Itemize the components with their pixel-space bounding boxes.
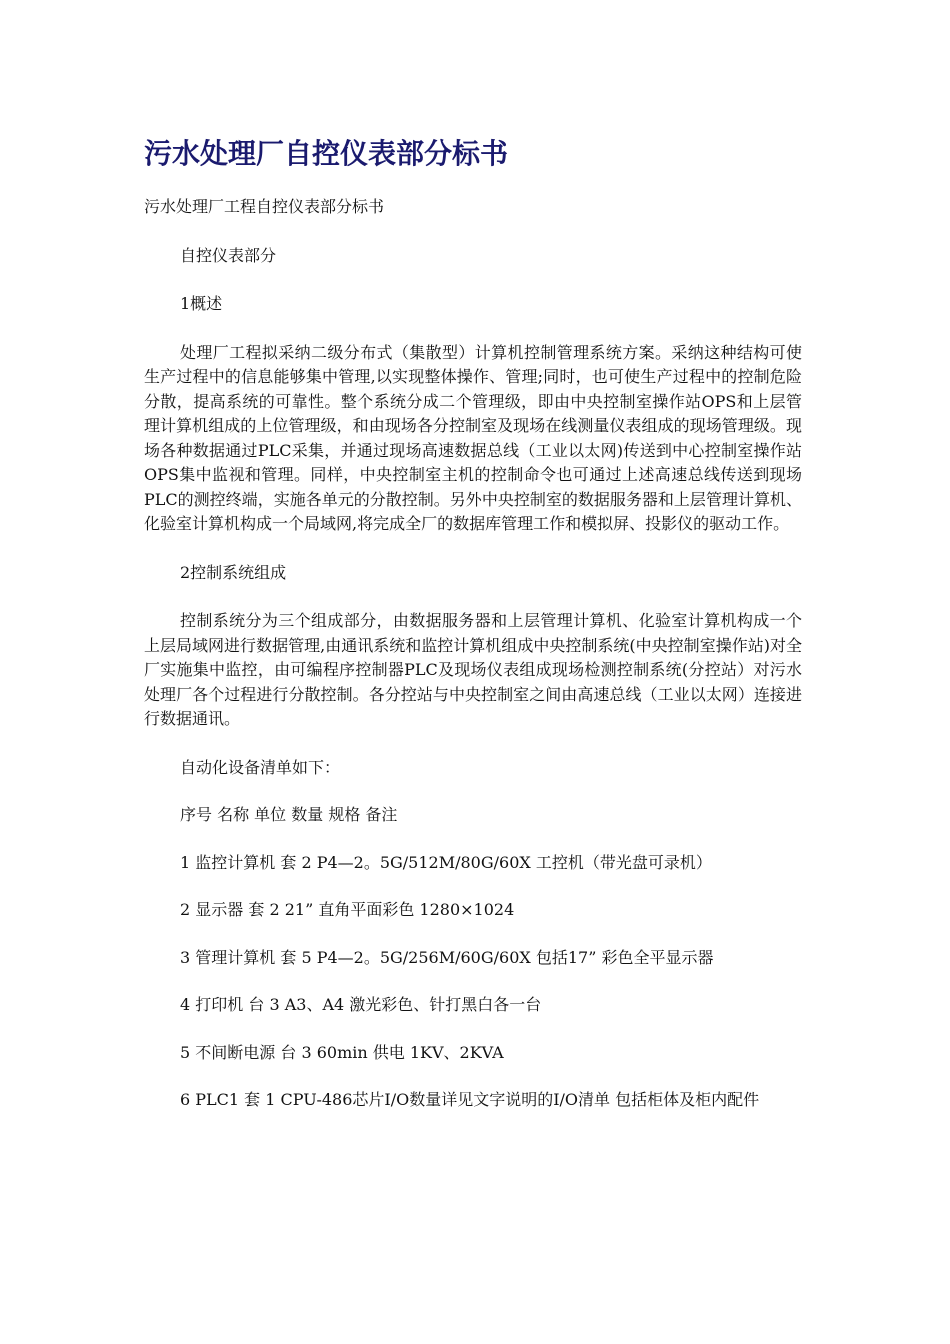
section-heading: 自控仪表部分: [180, 245, 277, 265]
equipment-list-intro: 自动化设备清单如下：: [180, 757, 341, 777]
section2-heading: 2控制系统组成: [180, 562, 287, 582]
section1-heading: 1概述: [180, 294, 223, 313]
equipment-row: 4 打印机 台 3 A3、A4 激光彩色、针打黑白各一台: [180, 995, 542, 1014]
equipment-row: 2 显示器 套 2 21” 直角平面彩色 1280×1024: [180, 900, 515, 919]
document-title: 污水处理厂自控仪表部分标书: [144, 137, 509, 170]
section2-paragraph: 控制系统分为三个组成部分，由数据服务器和上层管理计算机、化验室计算机构成一个上层局域网进行数据管理,由通讯系统和监控计算机组成中央控制系统(中央控制室操作站)对全厂实施集中监控，由可编程序控制器PLC及现场仪表组成现场检测控制系统(分控站）对污水处理厂各个过程进行分散控制。各分控站与中央控制室之间由高速总线（工业以太网）连接进行数据通讯。: [144, 611, 802, 728]
section1-paragraph: 处理厂工程拟采纳二级分布式（集散型）计算机控制管理系统方案。采纳这种结构可使生产过程中的信息能够集中管理,以实现整体操作、管理;同时，也可使生产过程中的控制危险分散，提高系统的可靠性。整个系统分成二个管理级，即由中央控制室操作站OPS和上层管理计算机组成的上位管理级，和由现场各分控制室及现场在线测量仪表组成的现场管理级。现场各种数据通过PLC采集，并通过现场高速数据总线（工业以太网)传送到中心控制室操作站OPS集中监视和管理。同样，中央控制室主机的控制命令也可通过上述高速总线传送到现场PLC的测控终端，实施各单元的分散控制。另外中央控制室的数据服务器和上层管理计算机、化验室计算机构成一个局域网,将完成全厂的数据库管理工作和模拟屏、投影仪的驱动工作。: [144, 342, 802, 533]
document-body: [144, 195, 802, 1136]
equipment-row: 5 不间断电源 台 3 60min 供电 1KV、2KVA: [180, 1042, 504, 1062]
equipment-row: 6 PLC1 套 1 CPU-486芯片I/O数量详见文字说明的I/O清单 包括柜体及柜内配件: [180, 1090, 760, 1109]
equipment-row: 1 监控计算机 套 2 P4—2。5G/512M/80G/60X 工控机（带光盘可录机）: [180, 852, 712, 872]
equipment-table-header: 序号 名称 单位 数量 规格 备注: [180, 805, 398, 824]
document-subtitle: 污水处理厂工程自控仪表部分标书: [144, 197, 385, 216]
equipment-row: 3 管理计算机 套 5 P4—2。5G/256M/60G/60X 包括17” 彩色全平显示器: [180, 947, 714, 967]
